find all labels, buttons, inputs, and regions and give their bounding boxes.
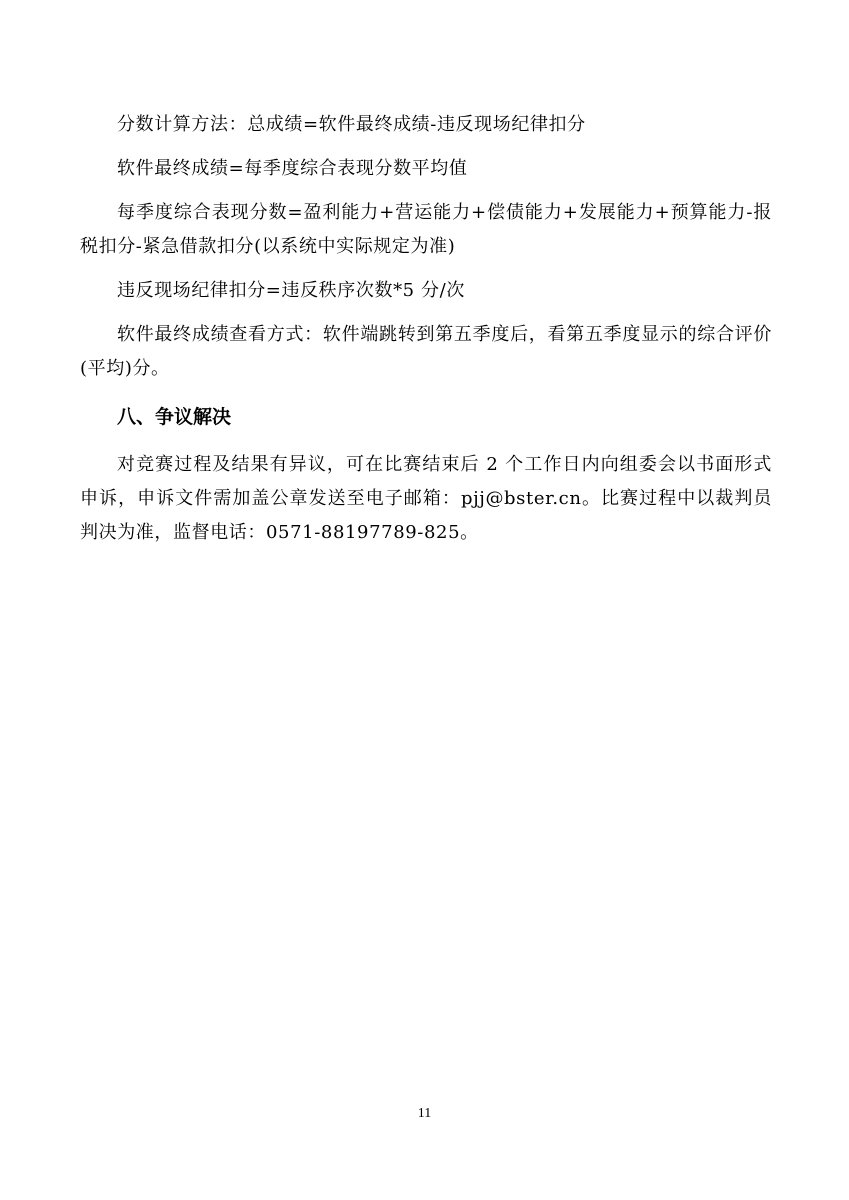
document-body [80,108,772,560]
software-final-score-paragraph: 软件最终成绩=每季度综合表现分数平均值 [117,158,468,179]
score-method-paragraph: 分数计算方法：总成绩=软件最终成绩-违反现场纪律扣分 [117,114,586,135]
dispute-paragraph: 对竞赛过程及结果有异议，可在比赛结束后 2 个工作日内向组委会以书面形式申诉，申诉文件需加盖公章发送至电子邮箱：pjj@bster.cn。比赛过程中以裁判员判决为准，监督电话：0571-88197789-825。 [80,454,772,543]
discipline-deduction-paragraph: 违反现场纪律扣分=违反秩序次数*5 分/次 [117,280,465,301]
quarterly-score-paragraph: 每季度综合表现分数=盈利能力+营运能力+偿债能力+发展能力+预算能力-报税扣分-紧急借款扣分(以系统中实际规定为准) [80,202,772,257]
page-number: 11 [417,1106,432,1121]
score-view-method-paragraph: 软件最终成绩查看方式：软件端跳转到第五季度后，看第五季度显示的综合评价(平均)分。 [80,324,772,379]
section-heading: 八、争议解决 [117,406,232,428]
